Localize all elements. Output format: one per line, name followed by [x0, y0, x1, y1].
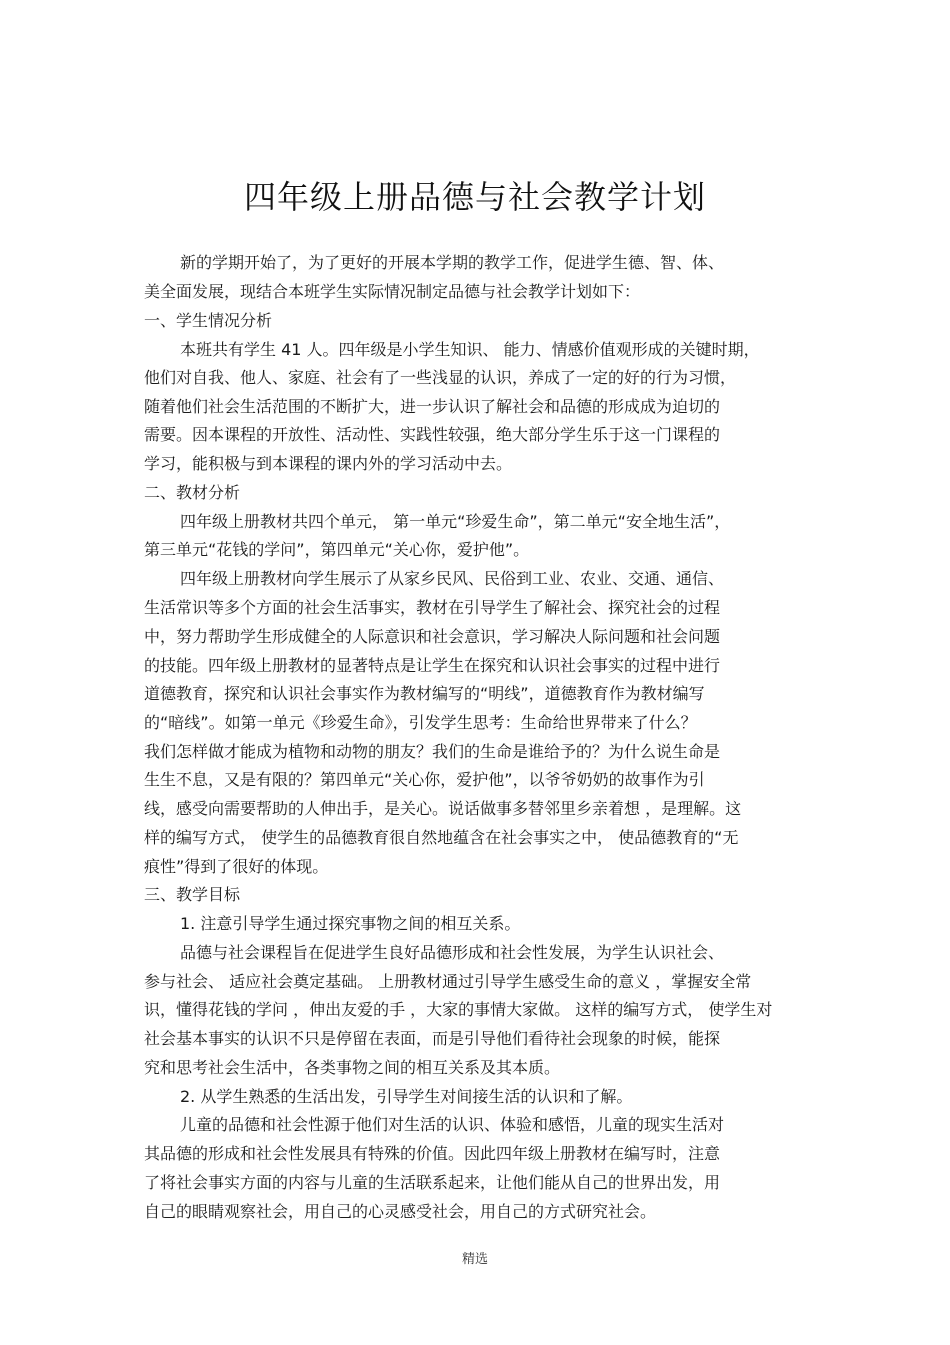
- paragraph-line: 我们怎样做才能成为植物和动物的朋友？我们的生命是谁给予的？为什么说生命是: [144, 742, 721, 761]
- numbered-item: 1. 注意引导学生通过探究事物之间的相互关系。: [180, 914, 521, 933]
- paragraph-line: 识，懂得花钱的学问 ，伸出友爱的手 ，大家的事情大家做。 这样的编写方式， 使学生对: [144, 1000, 773, 1019]
- paragraph-line: 样的编写方式， 使学生的品德教育很自然地蕴含在社会事实之中， 使品德教育的“无: [144, 828, 739, 847]
- section-heading: 二、教材分析: [144, 483, 241, 502]
- section-heading: 一、学生情况分析: [144, 311, 273, 330]
- document-title: 四年级上册品德与社会教学计划: [243, 178, 706, 216]
- paragraph-line: 了将社会事实方面的内容与儿童的生活联系起来，让他们能从自己的世界出发，用: [144, 1173, 721, 1192]
- paragraph-line: 道德教育，探究和认识社会事实作为教材编写的“明线”，道德教育作为教材编写: [144, 684, 705, 703]
- paragraph-line: 学习，能积极与到本课程的课内外的学习活动中去。: [144, 454, 513, 473]
- section-heading: 三、教学目标: [144, 885, 241, 904]
- paragraph-line: 新的学期开始了，为了更好的开展本学期的教学工作，促进学生德、智、体、: [180, 253, 725, 272]
- paragraph-line: 究和思考社会生活中，各类事物之间的相互关系及其本质。: [144, 1058, 561, 1077]
- paragraph-line: 的技能。四年级上册教材的显著特点是让学生在探究和认识社会事实的过程中进行: [144, 656, 721, 675]
- paragraph-line: 儿童的品德和社会性源于他们对生活的认识、体验和感悟，儿童的现实生活对: [180, 1115, 725, 1134]
- paragraph-line: 线，感受向需要帮助的人伸出手，是关心。说话做事多替邻里乡亲着想 ，是理解。这: [144, 799, 742, 818]
- paragraph-line: 自己的眼睛观察社会，用自己的心灵感受社会，用自己的方式研究社会。: [144, 1202, 657, 1221]
- paragraph-line: 本班共有学生 41 人。四年级是小学生知识、 能力、情感价值观形成的关键时期，: [180, 340, 760, 359]
- numbered-item: 2. 从学生熟悉的生活出发，引导学生对间接生活的认识和了解。: [180, 1087, 633, 1106]
- paragraph-line: 痕性”得到了很好的体现。: [144, 857, 329, 876]
- paragraph-line: 其品德的形成和社会性发展具有特殊的价值。因此四年级上册教材在编写时，注意: [144, 1144, 721, 1163]
- paragraph-line: 他们对自我、他人、家庭、社会有了一些浅显的认识，养成了一定的好的行为习惯，: [144, 368, 737, 387]
- paragraph-line: 需要。因本课程的开放性、活动性、实践性较强，绝大部分学生乐于这一门课程的: [144, 425, 721, 444]
- paragraph-line: 生生不息，又是有限的？第四单元“关心你，爱护他”，以爷爷奶奶的故事作为引: [144, 770, 705, 789]
- paragraph-line: 品德与社会课程旨在促进学生良好品德形成和社会性发展，为学生认识社会、: [180, 943, 725, 962]
- paragraph-line: 美全面发展，现结合本班学生实际情况制定品德与社会教学计划如下：: [144, 282, 641, 301]
- paragraph-line: 的“暗线”。如第一单元《珍爱生命》，引发学生思考：生命给世界带来了什么？: [144, 713, 697, 732]
- paragraph-line: 四年级上册教材共四个单元， 第一单元“珍爱生命”，第二单元“安全地生活”，: [180, 512, 731, 531]
- page-footer: 精选: [461, 1252, 488, 1267]
- paragraph-line: 社会基本事实的认识不只是停留在表面，而是引导他们看待社会现象的时候，能探: [144, 1029, 721, 1048]
- paragraph-line: 参与社会、 适应社会奠定基础。 上册教材通过引导学生感受生命的意义 ，掌握安全常: [144, 972, 752, 991]
- paragraph-line: 生活常识等多个方面的社会生活事实，教材在引导学生了解社会、探究社会的过程: [144, 598, 721, 617]
- paragraph-line: 第三单元“花钱的学问”，第四单元“关心你，爱护他”。: [144, 540, 530, 559]
- paragraph-line: 四年级上册教材向学生展示了从家乡民风、民俗到工业、农业、交通、通信、: [180, 569, 725, 588]
- paragraph-line: 随着他们社会生活范围的不断扩大，进一步认识了解社会和品德的形成成为迫切的: [144, 397, 721, 416]
- paragraph-line: 中，努力帮助学生形成健全的人际意识和社会意识，学习解决人际问题和社会问题: [144, 627, 721, 646]
